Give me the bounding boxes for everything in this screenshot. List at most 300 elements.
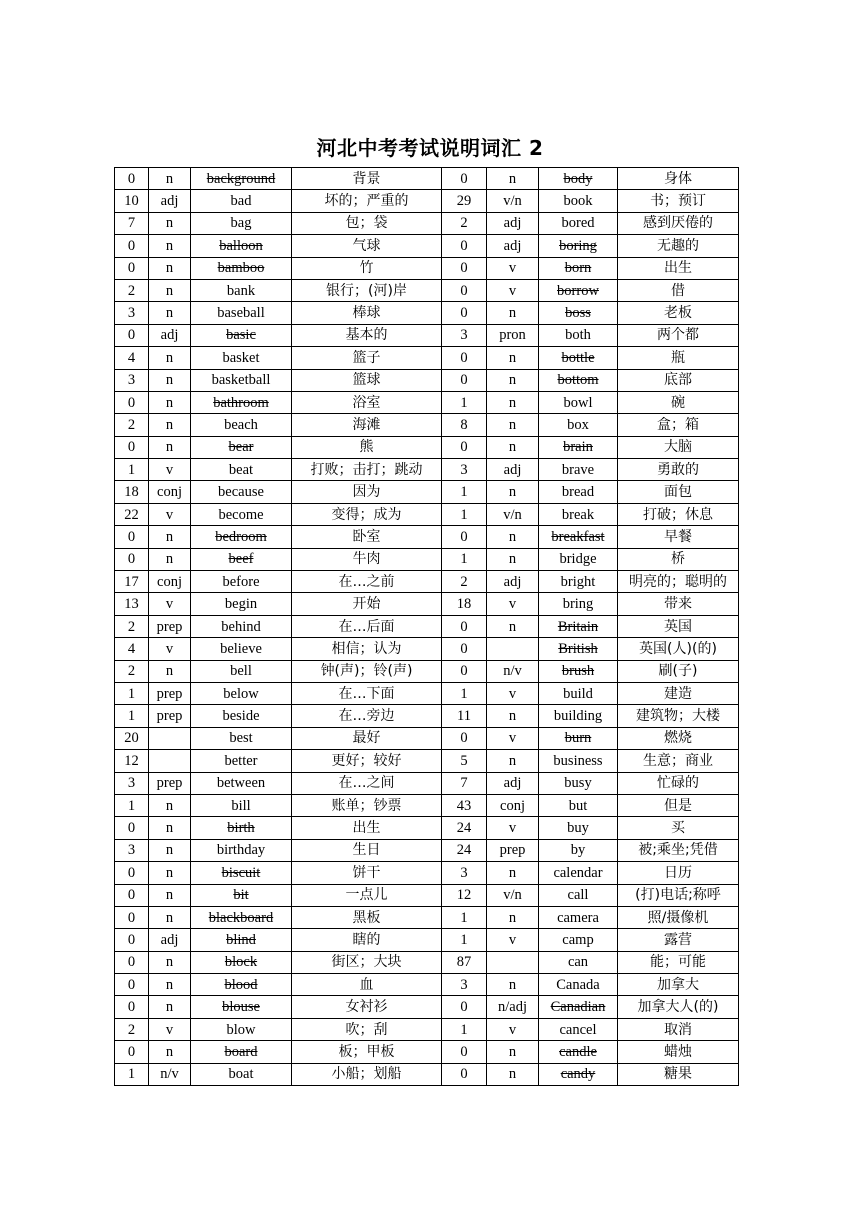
meaning-text: 血 xyxy=(359,976,374,993)
word-cell xyxy=(191,682,292,704)
part-of-speech-cell xyxy=(487,996,539,1018)
meaning-text: 打败；击打；跳动 xyxy=(310,461,423,478)
table-row xyxy=(115,391,739,413)
word-cell xyxy=(191,750,292,772)
word-text: building xyxy=(553,708,603,725)
part-of-speech-cell xyxy=(149,279,191,301)
word-cell xyxy=(191,548,292,570)
frequency-cell xyxy=(115,347,149,369)
frequency-cell xyxy=(442,391,487,413)
frequency-text: 11 xyxy=(457,708,471,725)
word-text: because xyxy=(218,484,264,501)
table-row xyxy=(115,682,739,704)
meaning-cell xyxy=(292,884,442,906)
word-cell xyxy=(191,391,292,413)
meaning-text: 书；预订 xyxy=(650,193,706,210)
frequency-cell xyxy=(442,257,487,279)
part-of-speech-cell xyxy=(149,571,191,593)
word-cell xyxy=(539,593,618,615)
frequency-cell xyxy=(115,279,149,301)
part-of-speech-text: n/adj xyxy=(498,999,527,1016)
word-cell xyxy=(539,436,618,458)
word-cell xyxy=(539,660,618,682)
part-of-speech-text: conj xyxy=(500,797,525,814)
part-of-speech-text: n xyxy=(165,1043,174,1060)
meaning-text: 一点儿 xyxy=(345,887,388,904)
frequency-cell xyxy=(442,548,487,570)
word-cell xyxy=(191,481,292,503)
meaning-cell xyxy=(292,369,442,391)
meaning-cell xyxy=(292,772,442,794)
part-of-speech-cell xyxy=(149,660,191,682)
part-of-speech-cell xyxy=(149,459,191,481)
meaning-text: 蜡烛 xyxy=(664,1043,692,1060)
part-of-speech-cell xyxy=(149,772,191,794)
word-cell xyxy=(539,526,618,548)
meaning-text: 刷(子) xyxy=(658,663,698,680)
frequency-cell xyxy=(442,481,487,503)
meaning-text: 出生 xyxy=(664,260,692,277)
part-of-speech-cell xyxy=(487,436,539,458)
meaning-cell xyxy=(292,817,442,839)
frequency-text: 43 xyxy=(456,797,472,814)
meaning-cell xyxy=(618,481,739,503)
table-row xyxy=(115,302,739,324)
meaning-text: 最好 xyxy=(352,730,381,747)
meaning-text: 街区；大块 xyxy=(331,954,402,971)
table-row xyxy=(115,414,739,436)
part-of-speech-text: n xyxy=(165,551,174,568)
word-text: baseball xyxy=(217,305,265,322)
table-row xyxy=(115,705,739,727)
frequency-cell xyxy=(115,682,149,704)
table-row xyxy=(115,347,739,369)
word-text: bag xyxy=(230,215,252,232)
meaning-cell xyxy=(618,929,739,951)
word-cell xyxy=(539,638,618,660)
table-row xyxy=(115,257,739,279)
meaning-cell xyxy=(292,302,442,324)
part-of-speech-cell xyxy=(149,526,191,548)
frequency-text: 22 xyxy=(124,506,139,523)
meaning-cell xyxy=(292,929,442,951)
frequency-text: 1 xyxy=(127,461,136,478)
meaning-cell xyxy=(292,794,442,816)
table-row xyxy=(115,660,739,682)
part-of-speech-text: prep xyxy=(156,618,183,635)
meaning-cell xyxy=(618,571,739,593)
meaning-text: 大脑 xyxy=(664,439,692,456)
word-text: brave xyxy=(561,461,595,478)
frequency-cell xyxy=(442,996,487,1018)
table-row xyxy=(115,459,739,481)
word-text: bring xyxy=(562,596,594,613)
frequency-text: 3 xyxy=(127,775,136,792)
word-text: beach xyxy=(224,416,258,433)
part-of-speech-text: adj xyxy=(160,193,179,210)
word-cell xyxy=(191,279,292,301)
meaning-cell xyxy=(618,503,739,525)
meaning-cell xyxy=(292,235,442,257)
meaning-text: 气球 xyxy=(352,237,381,254)
frequency-text: 0 xyxy=(460,1066,468,1083)
frequency-text: 0 xyxy=(127,394,136,411)
frequency-text: 1 xyxy=(460,931,468,948)
part-of-speech-cell xyxy=(487,571,539,593)
part-of-speech-text: n xyxy=(508,528,517,545)
frequency-text: 18 xyxy=(124,484,139,501)
part-of-speech-text: n xyxy=(165,797,174,814)
part-of-speech-text: n xyxy=(508,439,517,456)
meaning-text: 出生 xyxy=(352,820,381,837)
part-of-speech-cell xyxy=(487,212,539,234)
frequency-cell xyxy=(442,839,487,861)
word-text: beside xyxy=(222,708,260,725)
part-of-speech-text: conj xyxy=(157,484,182,501)
part-of-speech-text: n xyxy=(508,708,517,725)
meaning-text: 浴室 xyxy=(352,394,381,411)
part-of-speech-cell xyxy=(149,839,191,861)
part-of-speech-text: adj xyxy=(503,461,522,478)
part-of-speech-cell xyxy=(487,817,539,839)
word-cell xyxy=(191,996,292,1018)
frequency-text: 0 xyxy=(460,999,468,1016)
part-of-speech-cell xyxy=(487,593,539,615)
word-text: balloon xyxy=(219,237,263,254)
word-cell xyxy=(191,839,292,861)
word-cell xyxy=(539,571,618,593)
frequency-text: 18 xyxy=(456,596,472,613)
frequency-text: 1 xyxy=(460,909,468,926)
meaning-cell xyxy=(618,593,739,615)
part-of-speech-text: n xyxy=(165,215,174,232)
word-cell xyxy=(191,727,292,749)
frequency-cell xyxy=(115,168,149,190)
meaning-cell xyxy=(618,660,739,682)
vocabulary-table xyxy=(114,167,739,1086)
word-cell xyxy=(539,302,618,324)
part-of-speech-cell xyxy=(487,369,539,391)
frequency-cell xyxy=(442,414,487,436)
part-of-speech-cell xyxy=(149,817,191,839)
meaning-cell xyxy=(292,391,442,413)
frequency-text: 2 xyxy=(127,618,136,635)
frequency-text: 0 xyxy=(460,730,468,747)
meaning-text: 瓶 xyxy=(671,349,685,366)
word-cell xyxy=(191,436,292,458)
word-text: basic xyxy=(226,327,256,344)
meaning-cell xyxy=(292,548,442,570)
word-cell xyxy=(539,906,618,928)
word-cell xyxy=(539,839,618,861)
frequency-cell xyxy=(115,257,149,279)
frequency-text: 3 xyxy=(460,327,468,344)
word-cell xyxy=(191,212,292,234)
frequency-text: 0 xyxy=(127,170,136,187)
frequency-text: 0 xyxy=(127,260,136,277)
word-text: best xyxy=(229,730,253,747)
meaning-text: (打)电话;称呼 xyxy=(635,887,721,904)
frequency-cell xyxy=(442,862,487,884)
table-row xyxy=(115,1041,739,1063)
meaning-text: 感到厌倦的 xyxy=(643,215,713,232)
part-of-speech-cell xyxy=(149,996,191,1018)
meaning-cell xyxy=(618,727,739,749)
part-of-speech-text: n xyxy=(165,842,174,859)
word-cell xyxy=(191,503,292,525)
meaning-text: 饼干 xyxy=(352,864,381,881)
part-of-speech-cell xyxy=(487,951,539,973)
word-cell xyxy=(191,862,292,884)
part-of-speech-text: n xyxy=(508,551,517,568)
frequency-cell xyxy=(115,638,149,660)
part-of-speech-text: n xyxy=(508,618,517,635)
frequency-cell xyxy=(115,1063,149,1085)
frequency-cell xyxy=(115,906,149,928)
word-text: blow xyxy=(226,1021,256,1038)
meaning-text: 黑板 xyxy=(352,909,381,926)
part-of-speech-text: v xyxy=(165,461,174,478)
frequency-cell xyxy=(442,727,487,749)
word-text: call xyxy=(567,887,589,904)
vocabulary-table-body xyxy=(115,168,739,1086)
frequency-text: 24 xyxy=(456,842,472,859)
part-of-speech-cell xyxy=(487,548,539,570)
part-of-speech-cell xyxy=(487,235,539,257)
frequency-cell xyxy=(115,593,149,615)
part-of-speech-cell xyxy=(487,190,539,212)
word-cell xyxy=(539,459,618,481)
meaning-text: 基本的 xyxy=(345,327,388,344)
frequency-text: 0 xyxy=(460,1043,468,1060)
part-of-speech-cell xyxy=(487,727,539,749)
frequency-cell xyxy=(115,705,149,727)
meaning-text: 坏的；严重的 xyxy=(324,193,409,210)
frequency-text: 0 xyxy=(127,528,136,545)
word-cell xyxy=(539,212,618,234)
meaning-text: 钟(声)；铃(声) xyxy=(320,663,413,680)
frequency-cell xyxy=(442,615,487,637)
frequency-cell xyxy=(442,347,487,369)
word-cell xyxy=(191,526,292,548)
meaning-cell xyxy=(618,459,739,481)
meaning-cell xyxy=(292,727,442,749)
frequency-cell xyxy=(115,571,149,593)
meaning-text: 生意；商业 xyxy=(643,752,713,769)
frequency-cell xyxy=(442,750,487,772)
part-of-speech-cell xyxy=(487,503,539,525)
meaning-text: 桥 xyxy=(671,551,685,568)
part-of-speech-text: prep xyxy=(499,842,526,859)
frequency-text: 1 xyxy=(460,551,468,568)
word-text: boat xyxy=(228,1066,254,1083)
word-text: bored xyxy=(561,215,595,232)
meaning-cell xyxy=(292,593,442,615)
frequency-cell xyxy=(442,459,487,481)
frequency-cell xyxy=(442,324,487,346)
word-cell xyxy=(539,794,618,816)
meaning-cell xyxy=(618,705,739,727)
meaning-text: 盒；箱 xyxy=(657,416,699,433)
frequency-cell xyxy=(115,817,149,839)
meaning-text: 篮子 xyxy=(352,349,381,366)
part-of-speech-cell xyxy=(149,302,191,324)
frequency-cell xyxy=(115,839,149,861)
word-text: can xyxy=(567,954,589,971)
meaning-cell xyxy=(618,1063,739,1085)
part-of-speech-text: n/v xyxy=(160,1066,179,1083)
word-cell xyxy=(539,414,618,436)
part-of-speech-text: n xyxy=(165,305,174,322)
word-text: beef xyxy=(228,551,254,568)
part-of-speech-cell xyxy=(487,660,539,682)
meaning-cell xyxy=(618,996,739,1018)
frequency-text: 0 xyxy=(127,820,136,837)
frequency-cell xyxy=(442,168,487,190)
word-cell xyxy=(191,571,292,593)
part-of-speech-cell xyxy=(149,369,191,391)
frequency-cell xyxy=(115,212,149,234)
word-cell xyxy=(539,1063,618,1085)
meaning-text: 勇敢的 xyxy=(657,461,699,478)
meaning-text: 打破；休息 xyxy=(643,506,713,523)
frequency-text: 1 xyxy=(127,708,136,725)
part-of-speech-text: n xyxy=(165,528,174,545)
word-cell xyxy=(191,884,292,906)
meaning-cell xyxy=(292,996,442,1018)
frequency-text: 87 xyxy=(456,954,472,971)
frequency-cell xyxy=(115,929,149,951)
word-cell xyxy=(539,1041,618,1063)
meaning-text: 早餐 xyxy=(664,528,692,545)
table-row xyxy=(115,571,739,593)
part-of-speech-cell xyxy=(487,705,539,727)
meaning-cell xyxy=(292,705,442,727)
part-of-speech-cell xyxy=(149,593,191,615)
part-of-speech-text: v xyxy=(508,1021,517,1038)
frequency-cell xyxy=(442,1041,487,1063)
meaning-text: 面包 xyxy=(664,484,692,501)
meaning-cell xyxy=(618,212,739,234)
part-of-speech-cell xyxy=(487,974,539,996)
meaning-cell xyxy=(618,414,739,436)
frequency-text: 0 xyxy=(460,282,468,299)
part-of-speech-cell xyxy=(149,615,191,637)
table-row xyxy=(115,929,739,951)
frequency-cell xyxy=(442,190,487,212)
meaning-text: 账单；钞票 xyxy=(331,797,402,814)
word-text: British xyxy=(558,640,598,657)
frequency-cell xyxy=(115,414,149,436)
meaning-cell xyxy=(292,638,442,660)
meaning-cell xyxy=(618,817,739,839)
word-cell xyxy=(191,974,292,996)
frequency-text: 7 xyxy=(127,215,136,232)
part-of-speech-text: n xyxy=(165,394,174,411)
frequency-cell xyxy=(442,951,487,973)
word-text: bottle xyxy=(561,349,595,366)
word-text: birthday xyxy=(216,842,266,859)
meaning-cell xyxy=(618,615,739,637)
frequency-cell xyxy=(115,1018,149,1040)
word-text: become xyxy=(218,506,264,523)
part-of-speech-text: v xyxy=(165,640,174,657)
table-row xyxy=(115,862,739,884)
meaning-text: 银行；(河)岸 xyxy=(326,282,407,299)
part-of-speech-cell xyxy=(149,862,191,884)
word-text: bank xyxy=(226,282,256,299)
word-cell xyxy=(539,347,618,369)
meaning-text: 糖果 xyxy=(664,1066,692,1083)
word-text: bridge xyxy=(559,551,597,568)
table-row xyxy=(115,817,739,839)
word-text: biscuit xyxy=(221,864,261,881)
part-of-speech-cell xyxy=(149,638,191,660)
frequency-text: 0 xyxy=(460,349,468,366)
part-of-speech-cell xyxy=(487,414,539,436)
frequency-text: 3 xyxy=(460,976,468,993)
meaning-text: 在…旁边 xyxy=(338,708,395,725)
part-of-speech-text: n xyxy=(165,887,174,904)
meaning-cell xyxy=(292,436,442,458)
word-text: bell xyxy=(230,663,252,680)
meaning-cell xyxy=(618,794,739,816)
part-of-speech-text: n xyxy=(165,372,174,389)
part-of-speech-cell xyxy=(487,839,539,861)
part-of-speech-cell xyxy=(149,1063,191,1085)
frequency-text: 0 xyxy=(127,327,136,344)
frequency-cell xyxy=(115,391,149,413)
meaning-cell xyxy=(618,951,739,973)
meaning-cell xyxy=(292,190,442,212)
meaning-cell xyxy=(618,302,739,324)
meaning-text: 借 xyxy=(671,282,685,299)
part-of-speech-cell xyxy=(149,884,191,906)
frequency-cell xyxy=(442,929,487,951)
part-of-speech-cell xyxy=(487,168,539,190)
word-cell xyxy=(191,951,292,973)
part-of-speech-text: n xyxy=(508,394,517,411)
word-text: behind xyxy=(221,618,261,635)
part-of-speech-cell xyxy=(149,235,191,257)
part-of-speech-cell xyxy=(487,682,539,704)
part-of-speech-cell xyxy=(487,1018,539,1040)
table-row xyxy=(115,839,739,861)
word-text: box xyxy=(567,416,589,433)
meaning-text: 瞎的 xyxy=(352,931,381,948)
part-of-speech-cell xyxy=(487,526,539,548)
meaning-text: 背景 xyxy=(352,170,381,187)
word-cell xyxy=(191,459,292,481)
table-row xyxy=(115,324,739,346)
meaning-text: 照/摄像机 xyxy=(647,909,709,926)
part-of-speech-cell xyxy=(149,391,191,413)
meaning-text: 包；袋 xyxy=(345,215,388,232)
frequency-cell xyxy=(115,526,149,548)
word-cell xyxy=(539,817,618,839)
frequency-text: 3 xyxy=(127,372,136,389)
meaning-cell xyxy=(292,615,442,637)
frequency-cell xyxy=(115,615,149,637)
part-of-speech-text: prep xyxy=(156,685,183,702)
frequency-cell xyxy=(115,951,149,973)
word-text: both xyxy=(565,327,591,344)
word-text: board xyxy=(224,1043,258,1060)
part-of-speech-cell xyxy=(487,459,539,481)
word-text: bedroom xyxy=(215,528,267,545)
table-row xyxy=(115,212,739,234)
meaning-text: 碗 xyxy=(671,394,685,411)
